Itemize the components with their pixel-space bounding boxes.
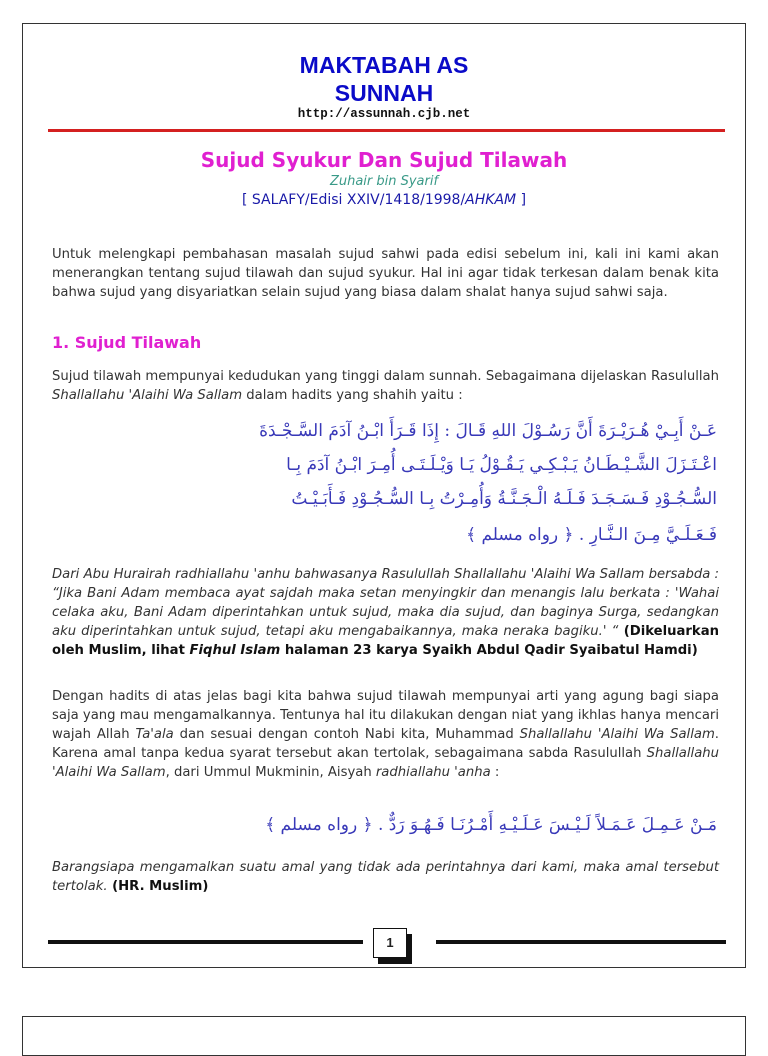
arabic-hadith-line: فَـعَـلَـيَّ مِـنَ الـنَّـارِ . ﴿ رواه مسلم ﴾ — [466, 525, 717, 545]
header-divider — [48, 129, 725, 132]
edition-category: AHKAM — [465, 192, 517, 208]
document-page — [22, 23, 746, 968]
site-title-line2: SUNNAH — [334, 80, 434, 106]
hadith2-translation — [52, 858, 719, 896]
site-url[interactable]: http://assunnah.cjb.net — [297, 107, 471, 121]
text: radhiallahu 'anha — [375, 765, 491, 780]
arabic-hadith-line: عَـنْ أَبِـيْ هُـرَيْـرَةَ أَنَّ رَسُـوْلَ اللهِ قَـالَ : إِذَا قَـرَأَ ابْـنُ آدَمَ السَّـجْـدَةَ — [259, 421, 717, 441]
text: Shallallahu 'Alaihi Wa Sallam — [52, 388, 243, 403]
text: Ta'ala — [135, 727, 174, 742]
text: Shallallahu 'Alaihi Wa Sallam — [519, 727, 715, 742]
arabic-hadith-line: اعْـتَـزَلَ الشَّـيْـطَـانُ يَـبْـكِـي يَـقُـوْلُ يَـا وَيْـلَـتَـى أُمِـرَ ابْـنُ آدَمَ بِـا — [286, 455, 717, 475]
edition-suffix: ] — [516, 192, 527, 208]
arabic-hadith-line: السُّـجُـوْدِ فَـسَـجَـدَ فَـلَـهُ الْـجَـنَّـةُ وَأُمِـرْتُ بِـا السُّـجُـوْدِ فَـأَبَـيْـتُ — [291, 489, 717, 509]
edition-prefix: [ SALAFY/Edisi XXIV/1418/1998/ — [241, 192, 466, 208]
section-heading: 1. Sujud Tilawah — [52, 333, 202, 352]
article-author: Zuhair bin Syarif — [329, 174, 439, 189]
text: : — [490, 765, 500, 780]
text: , dari Ummul Mukminin, Aisyah — [165, 765, 376, 780]
article-title: Sujud Syukur Dan Sujud Tilawah — [200, 148, 568, 172]
page-number: 1 — [373, 928, 407, 958]
site-title-line1: MAKTABAH AS — [299, 52, 469, 78]
translation-text: Dari Abu Hurairah radhiallahu 'anhu bahwasanya Rasulullah Shallallahu 'Alaihi Wa Sallam bersabda : “Jika Bani Adam membaca ayat sajdah maka setan menyingkir dan menangis lalu berkata : 'Wahai celaka aku, Bani Adam diperintahkan untuk sujud, maka dia sujud, dan baginya Surga, sedangkan aku diperintahkan untuk sujud, tetapi aku mengabaikannya, maka neraka bagiku.' “ — [52, 567, 719, 639]
text: dan sesuai dengan contoh Nabi kita, Muhammad — [173, 727, 520, 742]
next-page — [22, 1016, 746, 1056]
hadith-translation — [52, 565, 719, 660]
explanation-paragraph — [52, 687, 719, 782]
footer-rule-left — [48, 940, 363, 944]
text: . Karena amal tanpa kedua syarat tersebut akan tertolak, sebagaimana sabda Rasulullah — [52, 727, 719, 761]
article-edition — [23, 192, 745, 208]
text: dalam hadits yang shahih yaitu : — [242, 388, 463, 403]
arabic-hadith-2: مَـنْ عَـمِـلَ عَـمَـلاً لَـيْـسَ عَـلَـيْـهِ أَمْـرُنَـا فَـهُـوَ رَدٌّ . ﴿ رواه مسلم ﴾ — [265, 815, 717, 835]
footer-rule-right — [436, 940, 726, 944]
text: Shallallahu 'Alaihi Wa Sallam — [52, 746, 719, 780]
intro-paragraph: Untuk melengkapi pembahasan masalah sujud sahwi pada edisi sebelum ini, kali ini kami akan menerangkan tentang sujud tilawah dan sujud syukur. Hal ini agar tidak terkesan dalam benak kita bahwa sujud yang disyariatkan selain sujud yang biasa dalam shalat hanya sujud sahwi saja. — [52, 247, 719, 300]
source-text: (HR. Muslim) — [107, 879, 209, 894]
section1-paragraph — [52, 367, 719, 405]
source-text: (Dikeluarkan oleh Muslim, lihat — [52, 624, 719, 658]
translation-text: Barangsiapa mengamalkan suatu amal yang tidak ada perintahnya dari kami, maka amal tersebut tertolak. — [52, 860, 719, 894]
text: Dengan hadits di atas jelas bagi kita bahwa sujud tilawah mempunyai arti yang agung bagi siapa saja yang mau mengamalkannya. Tentunya hal itu dilakukan dengan niat yang ikhlas hanya mencari wajah Allah — [52, 689, 719, 742]
source-text: halaman 23 karya Syaikh Abdul Qadir Syaibatul Hamdi) — [280, 643, 698, 658]
site-title — [23, 51, 745, 107]
text: Sujud tilawah mempunyai kedudukan yang tinggi dalam sunnah. Sebagaimana dijelaskan Rasulullah — [52, 369, 719, 384]
source-book: Fiqhul Islam — [189, 643, 281, 658]
